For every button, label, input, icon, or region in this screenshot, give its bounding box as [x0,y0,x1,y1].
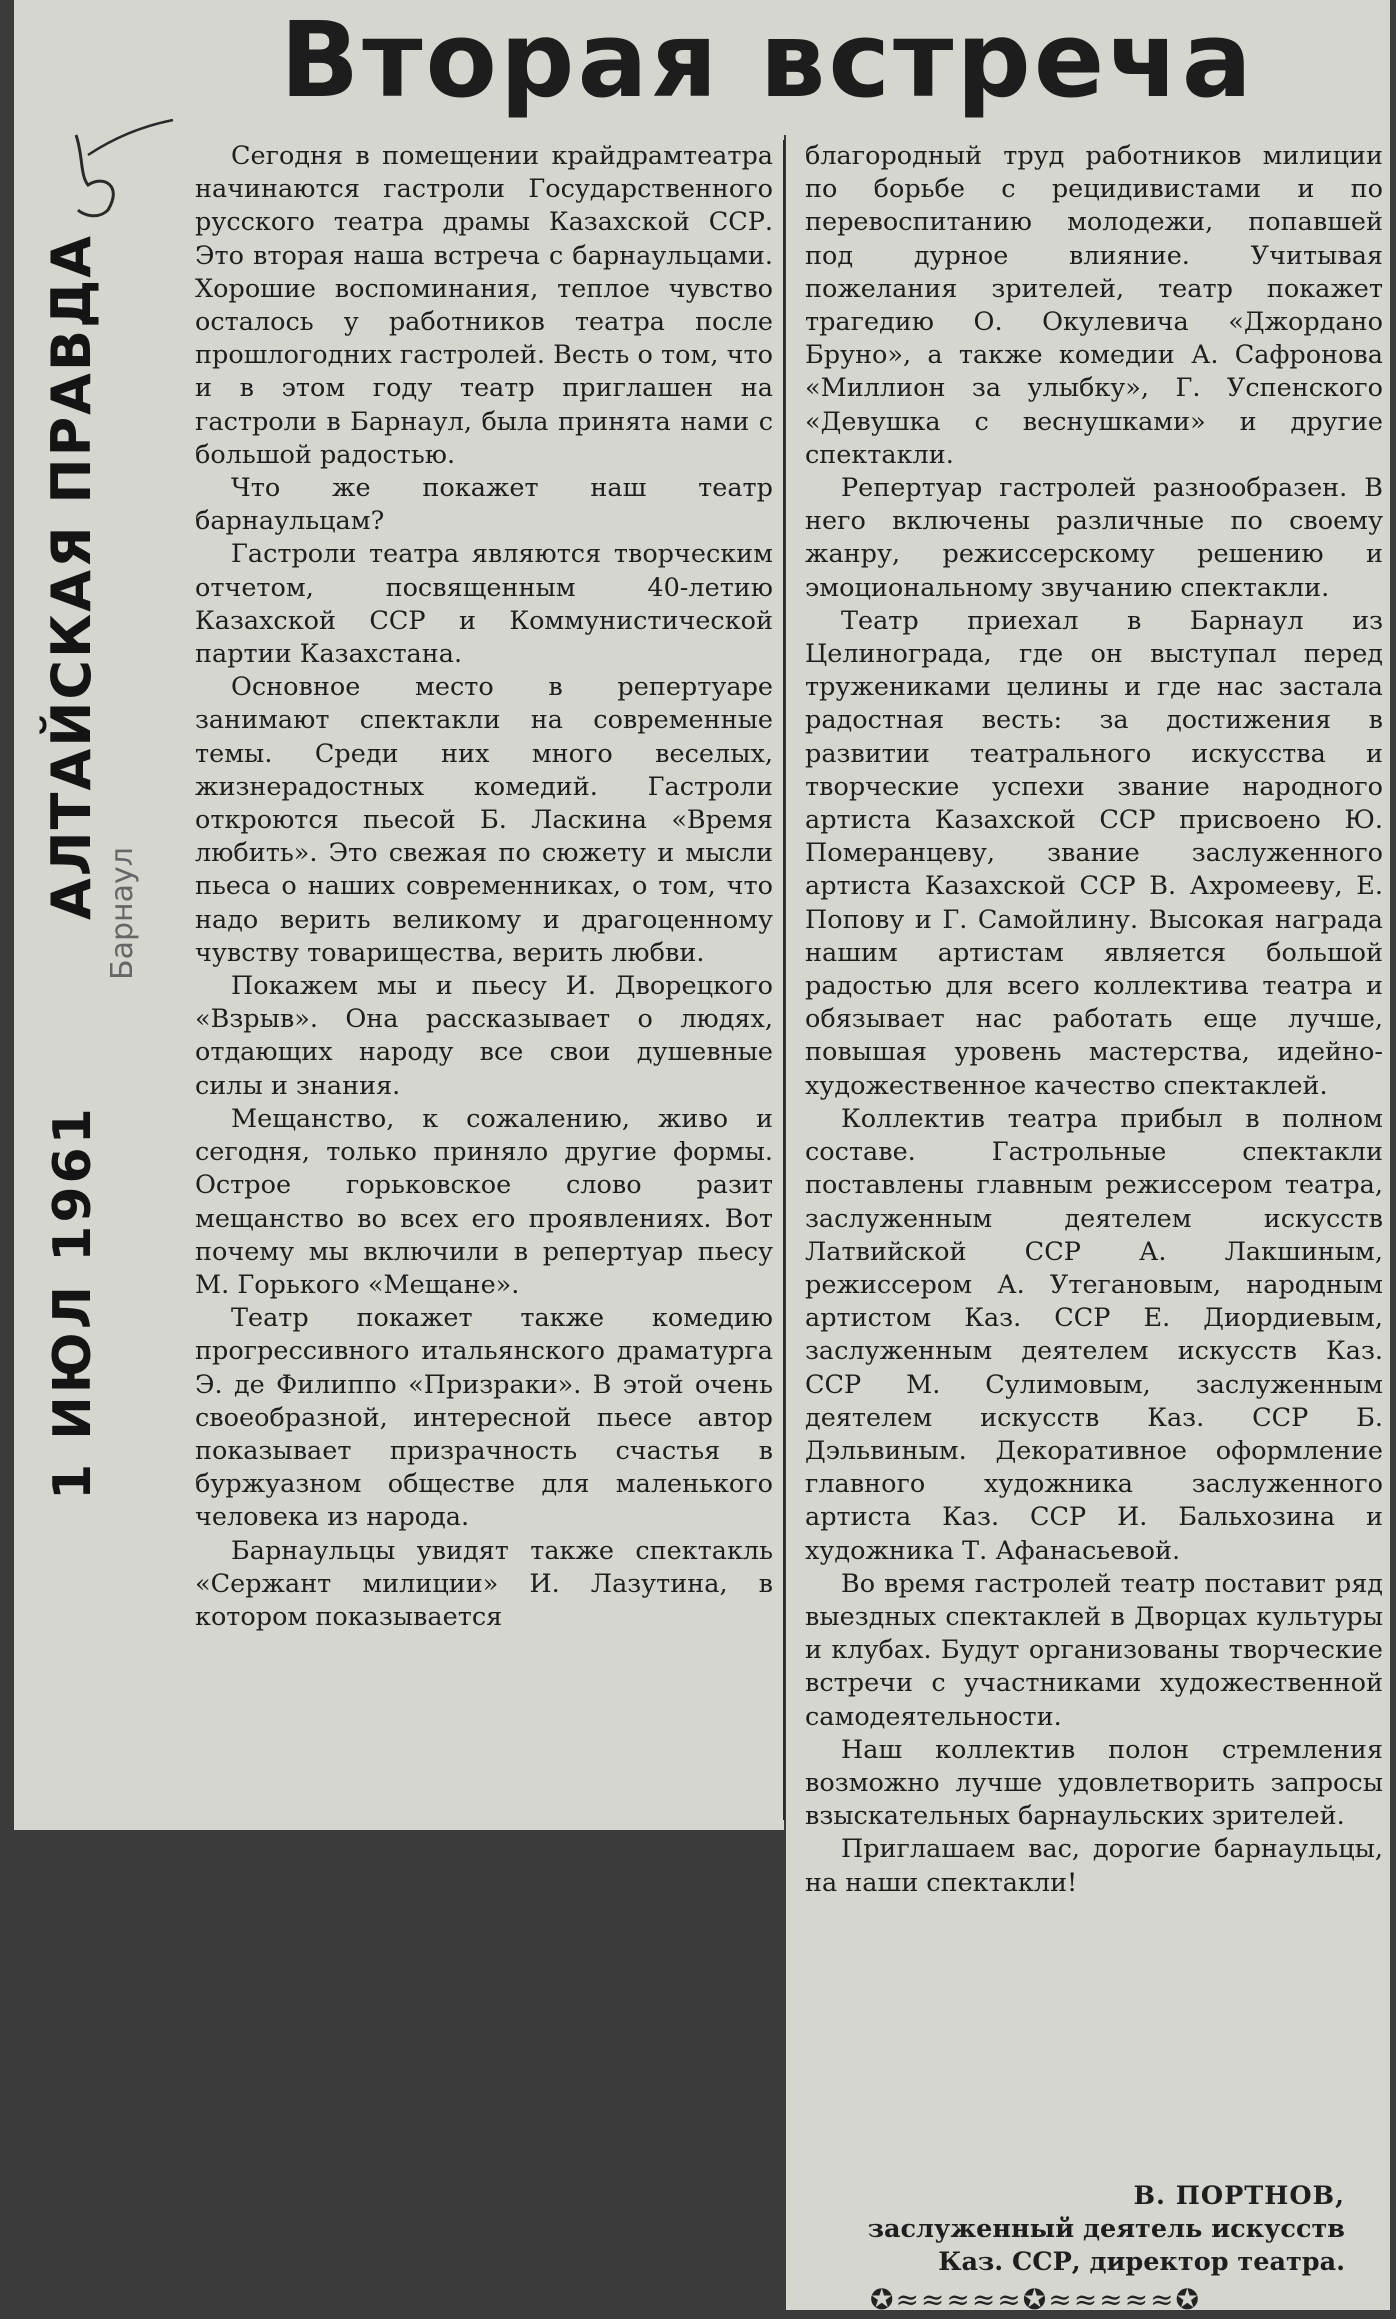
author-position: Каз. ССР, директор театра. [938,2247,1345,2277]
article-column-left [195,140,773,1634]
ornament-rule: ✪≈≈≈≈≈✪≈≈≈≈≈✪ [870,2283,1201,2316]
paragraph: Что же покажет наш театр барнаульцам? [195,473,773,537]
stamp-city: Барнаул [105,847,140,980]
paragraph: Сегодня в помещении крайдрамтеатра начинаются гастроли Государственного русского театра драмы Казахской ССР. Это вторая наша встреча с барнаульцами. Хорошие воспоминания, теплое чувство осталось у работников театра после прошлогодних гастролей. Весть о том, что и в этом году театр приглашен на гастроли в Барнаул, была принята нами с большой радостью. [195,141,773,470]
author-title: заслуженный деятель искусств [867,2214,1345,2244]
paragraph: Театр приехал в Барнаул из Целинограда, где он выступал перед тружениками целины и где нас застала радостная весть: за достижения в развитии театрального искусства и творческие успехи звание народного артиста Казахской ССР присвоено Ю. Померанцеву, звание заслуженного артиста Казахской ССР В. Ахромееву, Е. Попову и Г. Самойлину. Высокая награда нашим артистам является большой радостью для всего коллектива театра и обязывает нас работать еще лучше, повышая уровень мастерства, идейно-художественное качество спектаклей. [805,605,1383,1101]
paragraph: Во время гастролей театр поставит ряд выездных спектаклей в Дворцах культуры и клубах. Будут организованы творческие встречи с участниками художественной самодеятельности. [805,1568,1383,1732]
article-column-right [805,140,1383,1900]
paragraph: Гастроли театра являются творческим отчетом, посвященным 40-летию Казахской ССР и Коммунистической партии Казахстана. [195,539,773,670]
newspaper-stamp [40,234,103,1500]
paragraph: Основное место в репертуаре занимают спектакли на современные темы. Среди них много веселых, жизнерадостных комедий. Гастроли откроются пьесой Б. Ласкина «Время любить». Это свежая по сюжету и мысли пьеса о наших современниках, о том, что надо верить великому и драгоценному чувству товарищества, верить любви. [195,672,773,968]
author-signature [805,2180,1345,2279]
paragraph: Приглашаем вас, дорогие барнаульцы, на наши спектакли! [805,1834,1383,1898]
paragraph: благородный труд работников милиции по борьбе с рецидивистами и по перевоспитанию молодежи, попавшей под дурное влияние. Учитывая пожелания зрителей, театр покажет трагедию О. Окулевича «Джордано Бруно», а также комедии А. Сафронова «Миллион за улыбку», Г. Успенского «Девушка с веснушками» и другие спектакли. [805,141,1383,470]
paragraph: Покажем мы и пьесу И. Дворецкого «Взрыв». Она рассказывает о людях, отдающих народу все свои душевные силы и знания. [195,971,773,1101]
article-headline: Вторая встреча [280,0,1255,121]
column-divider [783,140,785,1820]
stamp-date: 1 ИЮЛ 1961 [43,1105,103,1500]
paragraph: Барнаульцы увидят также спектакль «Сержант милиции» И. Лазутина, в котором показывается [195,1535,773,1632]
paragraph: Театр покажет также комедию прогрессивного итальянского драматурга Э. де Филиппо «Призраки». В этой очень своеобразной, интересной пьесе автор показывает призрачность счастья в буржуазном обществе для маленького человека из народа. [195,1303,773,1533]
stamp-newspaper-name: АЛТАЙСКАЯ ПРАВДА [40,234,103,921]
pencil-mark-icon [68,115,178,225]
paragraph: Наш коллектив полон стремления возможно лучше удовлетворить запросы взыскательных барнаульских зрителей. [805,1734,1383,1832]
paragraph: Коллектив театра прибыл в полном составе. Гастрольные спектакли поставлены главным режиссером театра, заслуженным деятелем искусств Латвийской ССР А. Лакшиным, режиссером А. Утегановым, народным артистом Каз. ССР Е. Диордиевым, заслуженным деятелем искусств Каз. ССР М. Сулимовым, заслуженным деятелем искусств Каз. ССР Б. Дэльвиным. Декоративное оформление главного художника заслуженного артиста Каз. ССР И. Бальхозина и художника Т. Афанасьевой. [805,1103,1383,1566]
paragraph: Мещанство, к сожалению, живо и сегодня, только приняло другие формы. Острое горьковское слово разит мещанство во всех его проявлениях. Вот почему мы включили в репертуар пьесу М. Горького «Мещане». [195,1103,773,1300]
paragraph: Репертуар гастролей разнообразен. В него включены различные по своему жанру, режиссерскому решению и эмоциональному звучанию спектакли. [805,473,1383,603]
author-name: В. ПОРТНОВ, [1133,2181,1345,2211]
